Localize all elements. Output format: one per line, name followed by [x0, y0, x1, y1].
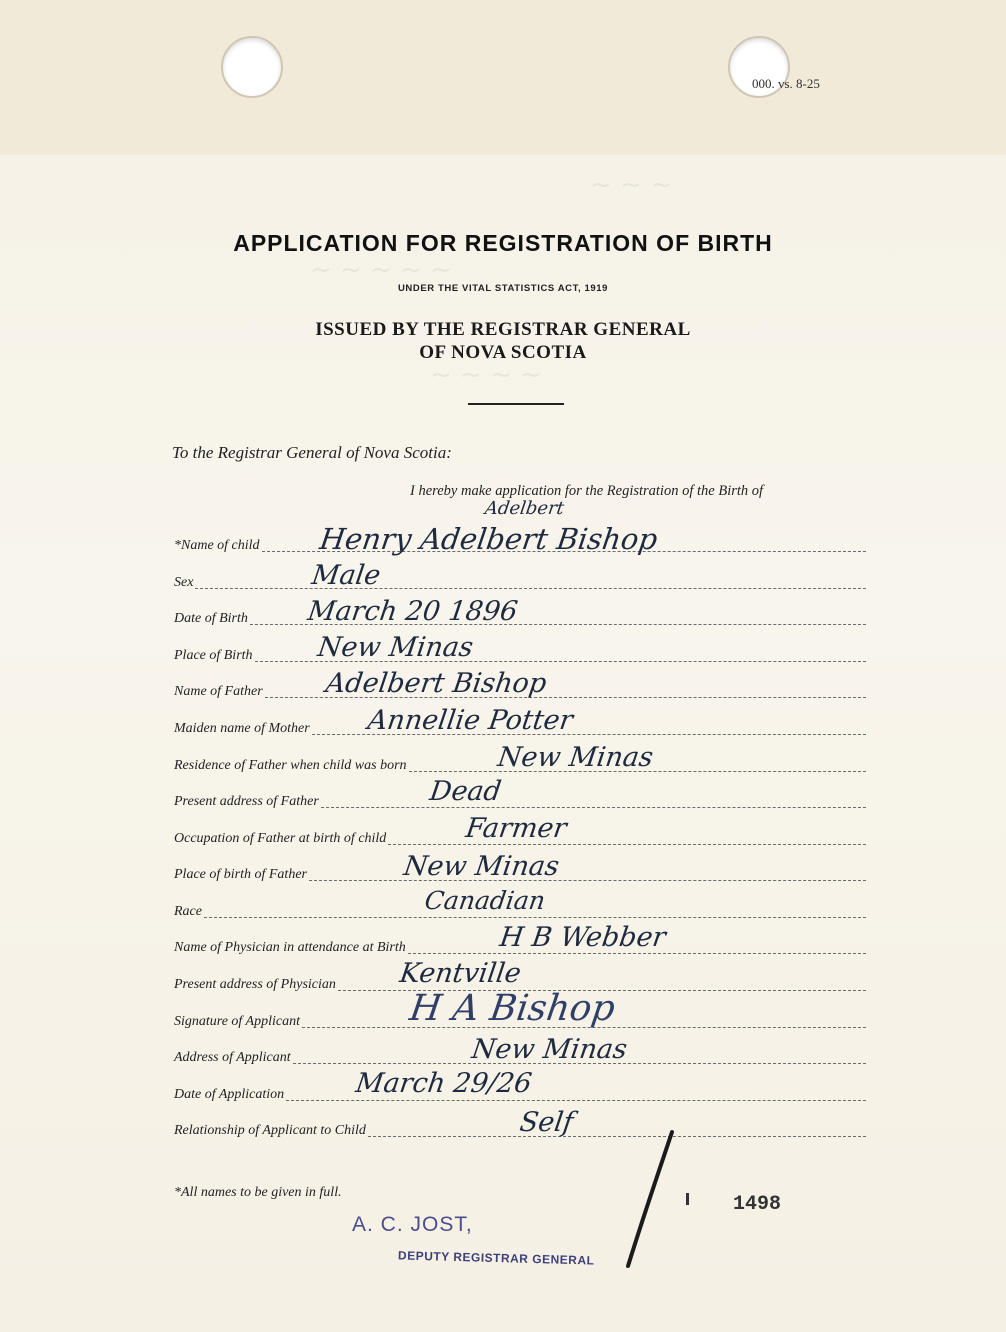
handwritten-value: New Minas — [469, 1034, 630, 1065]
form-subtitle: UNDER THE VITAL STATISTICS ACT, 1919 — [397, 283, 609, 294]
tick-mark — [686, 1193, 689, 1205]
footnote: *All names to be given in full. — [174, 1185, 342, 1200]
field-leader — [195, 587, 866, 589]
pen-stroke-mark — [620, 1128, 680, 1270]
field-label: Date of Birth — [174, 611, 248, 626]
field-label: Name of Father — [174, 684, 263, 699]
field-label: Signature of Applicant — [174, 1014, 300, 1029]
field-leader — [309, 879, 866, 881]
field-leader — [388, 843, 866, 845]
handwritten-value: Self — [517, 1107, 576, 1138]
form-title: APPLICATION FOR REGISTRATION OF BIRTH — [233, 230, 773, 256]
field-label: Maiden name of Mother — [174, 721, 310, 736]
handwritten-value: Dead — [427, 776, 504, 807]
applicant-signature: H A Bishop — [407, 988, 618, 1029]
paper-stub — [0, 0, 1006, 155]
handwritten-value: Canadian — [422, 886, 548, 915]
field-label: Race — [174, 904, 202, 919]
field-row-date-of-birth — [174, 603, 866, 627]
handwritten-value: Annellie Potter — [365, 705, 575, 736]
handwritten-value: March 20 1896 — [305, 596, 520, 627]
handwritten-value: New Minas — [495, 742, 656, 773]
field-row-sex — [174, 567, 866, 591]
field-label: Sex — [174, 575, 194, 590]
handwritten-value: H B Webber — [497, 922, 668, 953]
bleed-through-writing: ~ ~ ~ ~ — [430, 360, 542, 390]
handwritten-value: Farmer — [463, 813, 569, 844]
salutation: To the Registrar General of Nova Scotia: — [172, 443, 452, 462]
issuer-line-1: ISSUED BY THE REGISTRAR GENERAL — [315, 319, 691, 340]
field-leader — [286, 1099, 866, 1101]
punch-hole-left — [221, 36, 283, 98]
handwritten-insertion: Adelbert — [483, 498, 566, 519]
field-row-present-address-of-father — [174, 786, 866, 810]
field-label: *Name of child — [174, 538, 260, 553]
field-leader — [368, 1135, 866, 1137]
issuer — [0, 318, 1006, 364]
title-divider — [468, 403, 564, 405]
field-row-place-of-birth — [174, 640, 866, 664]
form-code: 000. vs. 8-25 — [752, 76, 820, 91]
stamp-name: A. C. JOST, — [352, 1213, 473, 1236]
handwritten-value: Male — [309, 560, 383, 591]
bleed-through-writing: ~ ~ ~ ~ ~ — [310, 255, 452, 285]
bleed-through-writing: ~ ~ ~ — [590, 170, 672, 200]
handwritten-value: Kentville — [397, 958, 523, 989]
file-number: 1498 — [733, 1193, 782, 1216]
handwritten-value: March 29/26 — [353, 1068, 534, 1099]
handwritten-value: New Minas — [315, 632, 476, 663]
handwritten-value: Adelbert Bishop — [323, 668, 549, 699]
field-leader — [321, 806, 866, 808]
handwritten-value: Henry Adelbert Bishop — [317, 522, 660, 556]
field-label: Residence of Father when child was born — [174, 758, 407, 773]
stamp-title: DEPUTY REGISTRAR GENERAL — [397, 1248, 595, 1268]
field-leader — [204, 916, 866, 918]
field-label: Date of Application — [174, 1087, 285, 1102]
field-label: Place of Birth — [174, 648, 253, 663]
field-label: Relationship of Applicant to Child — [174, 1123, 366, 1138]
field-label: Place of birth of Father — [174, 867, 307, 882]
handwritten-value: New Minas — [401, 851, 562, 882]
intro-text: I hereby make application for the Registration of the Birth of — [410, 483, 764, 499]
field-label: Name of Physician in attendance at Birth — [174, 940, 406, 955]
field-label: Present address of Father — [174, 794, 319, 809]
issuer-line-2: OF NOVA SCOTIA — [419, 342, 587, 363]
field-label: Occupation of Father at birth of child — [174, 831, 387, 846]
field-label: Present address of Physician — [174, 977, 336, 992]
field-label: Address of Applicant — [174, 1050, 291, 1065]
